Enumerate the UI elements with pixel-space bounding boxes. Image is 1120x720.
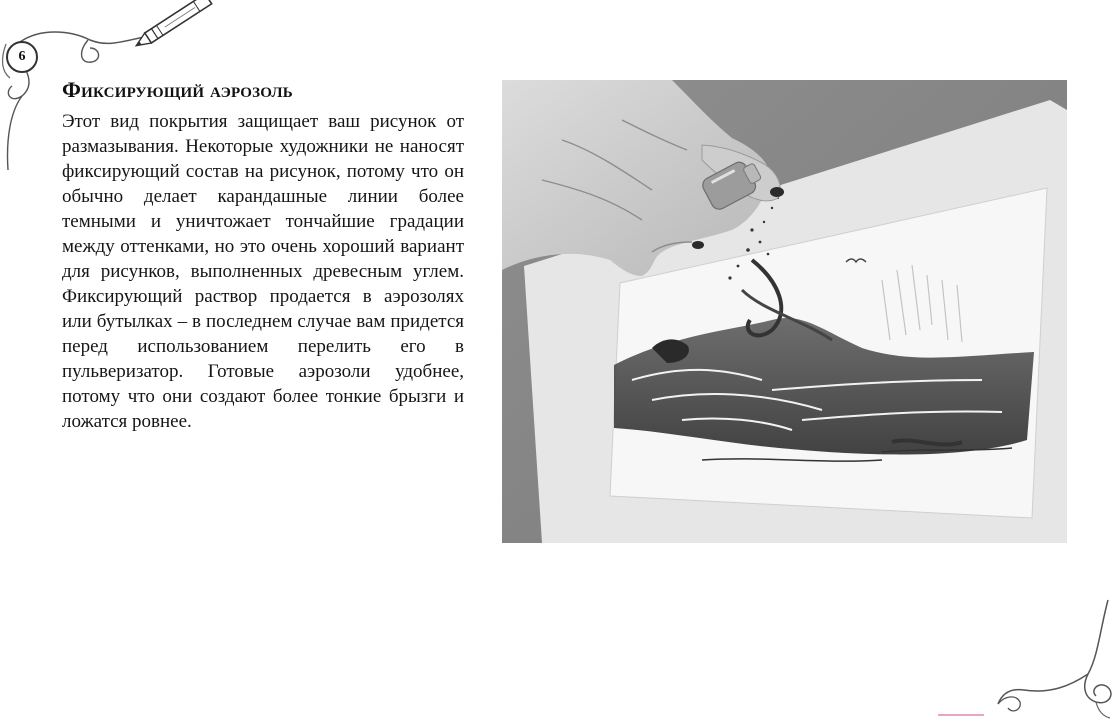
swirl-ornament-icon (990, 590, 1120, 720)
section-title: Фиксирующий аэрозоль (62, 77, 293, 102)
section-body-text: Этот вид покрытия защищает ваш рисунок от размазывания. Некоторые художники не наносят фиксирующий состав на рисунок, потому что он обычно делает карандашные линии более темными и уничтожает тончайшие градации между оттенками, но это очень хороший вариант для рисунков, выполненных древесным углем. Фиксирующий раствор продается в аэрозолях или бутылках – в последнем случае вам придется перед использованием перелить его в пульверизатор. Готовые аэрозоли удобнее, потому что они создают более тонкие брызги и ложатся ровнее. (62, 111, 464, 432)
photo-hand-spraying-fixative-on-wave-drawing (502, 80, 1067, 543)
page-number: 6 (6, 41, 38, 73)
accent-mark (938, 714, 984, 716)
pencil-swirl-ornament-icon (0, 0, 240, 180)
